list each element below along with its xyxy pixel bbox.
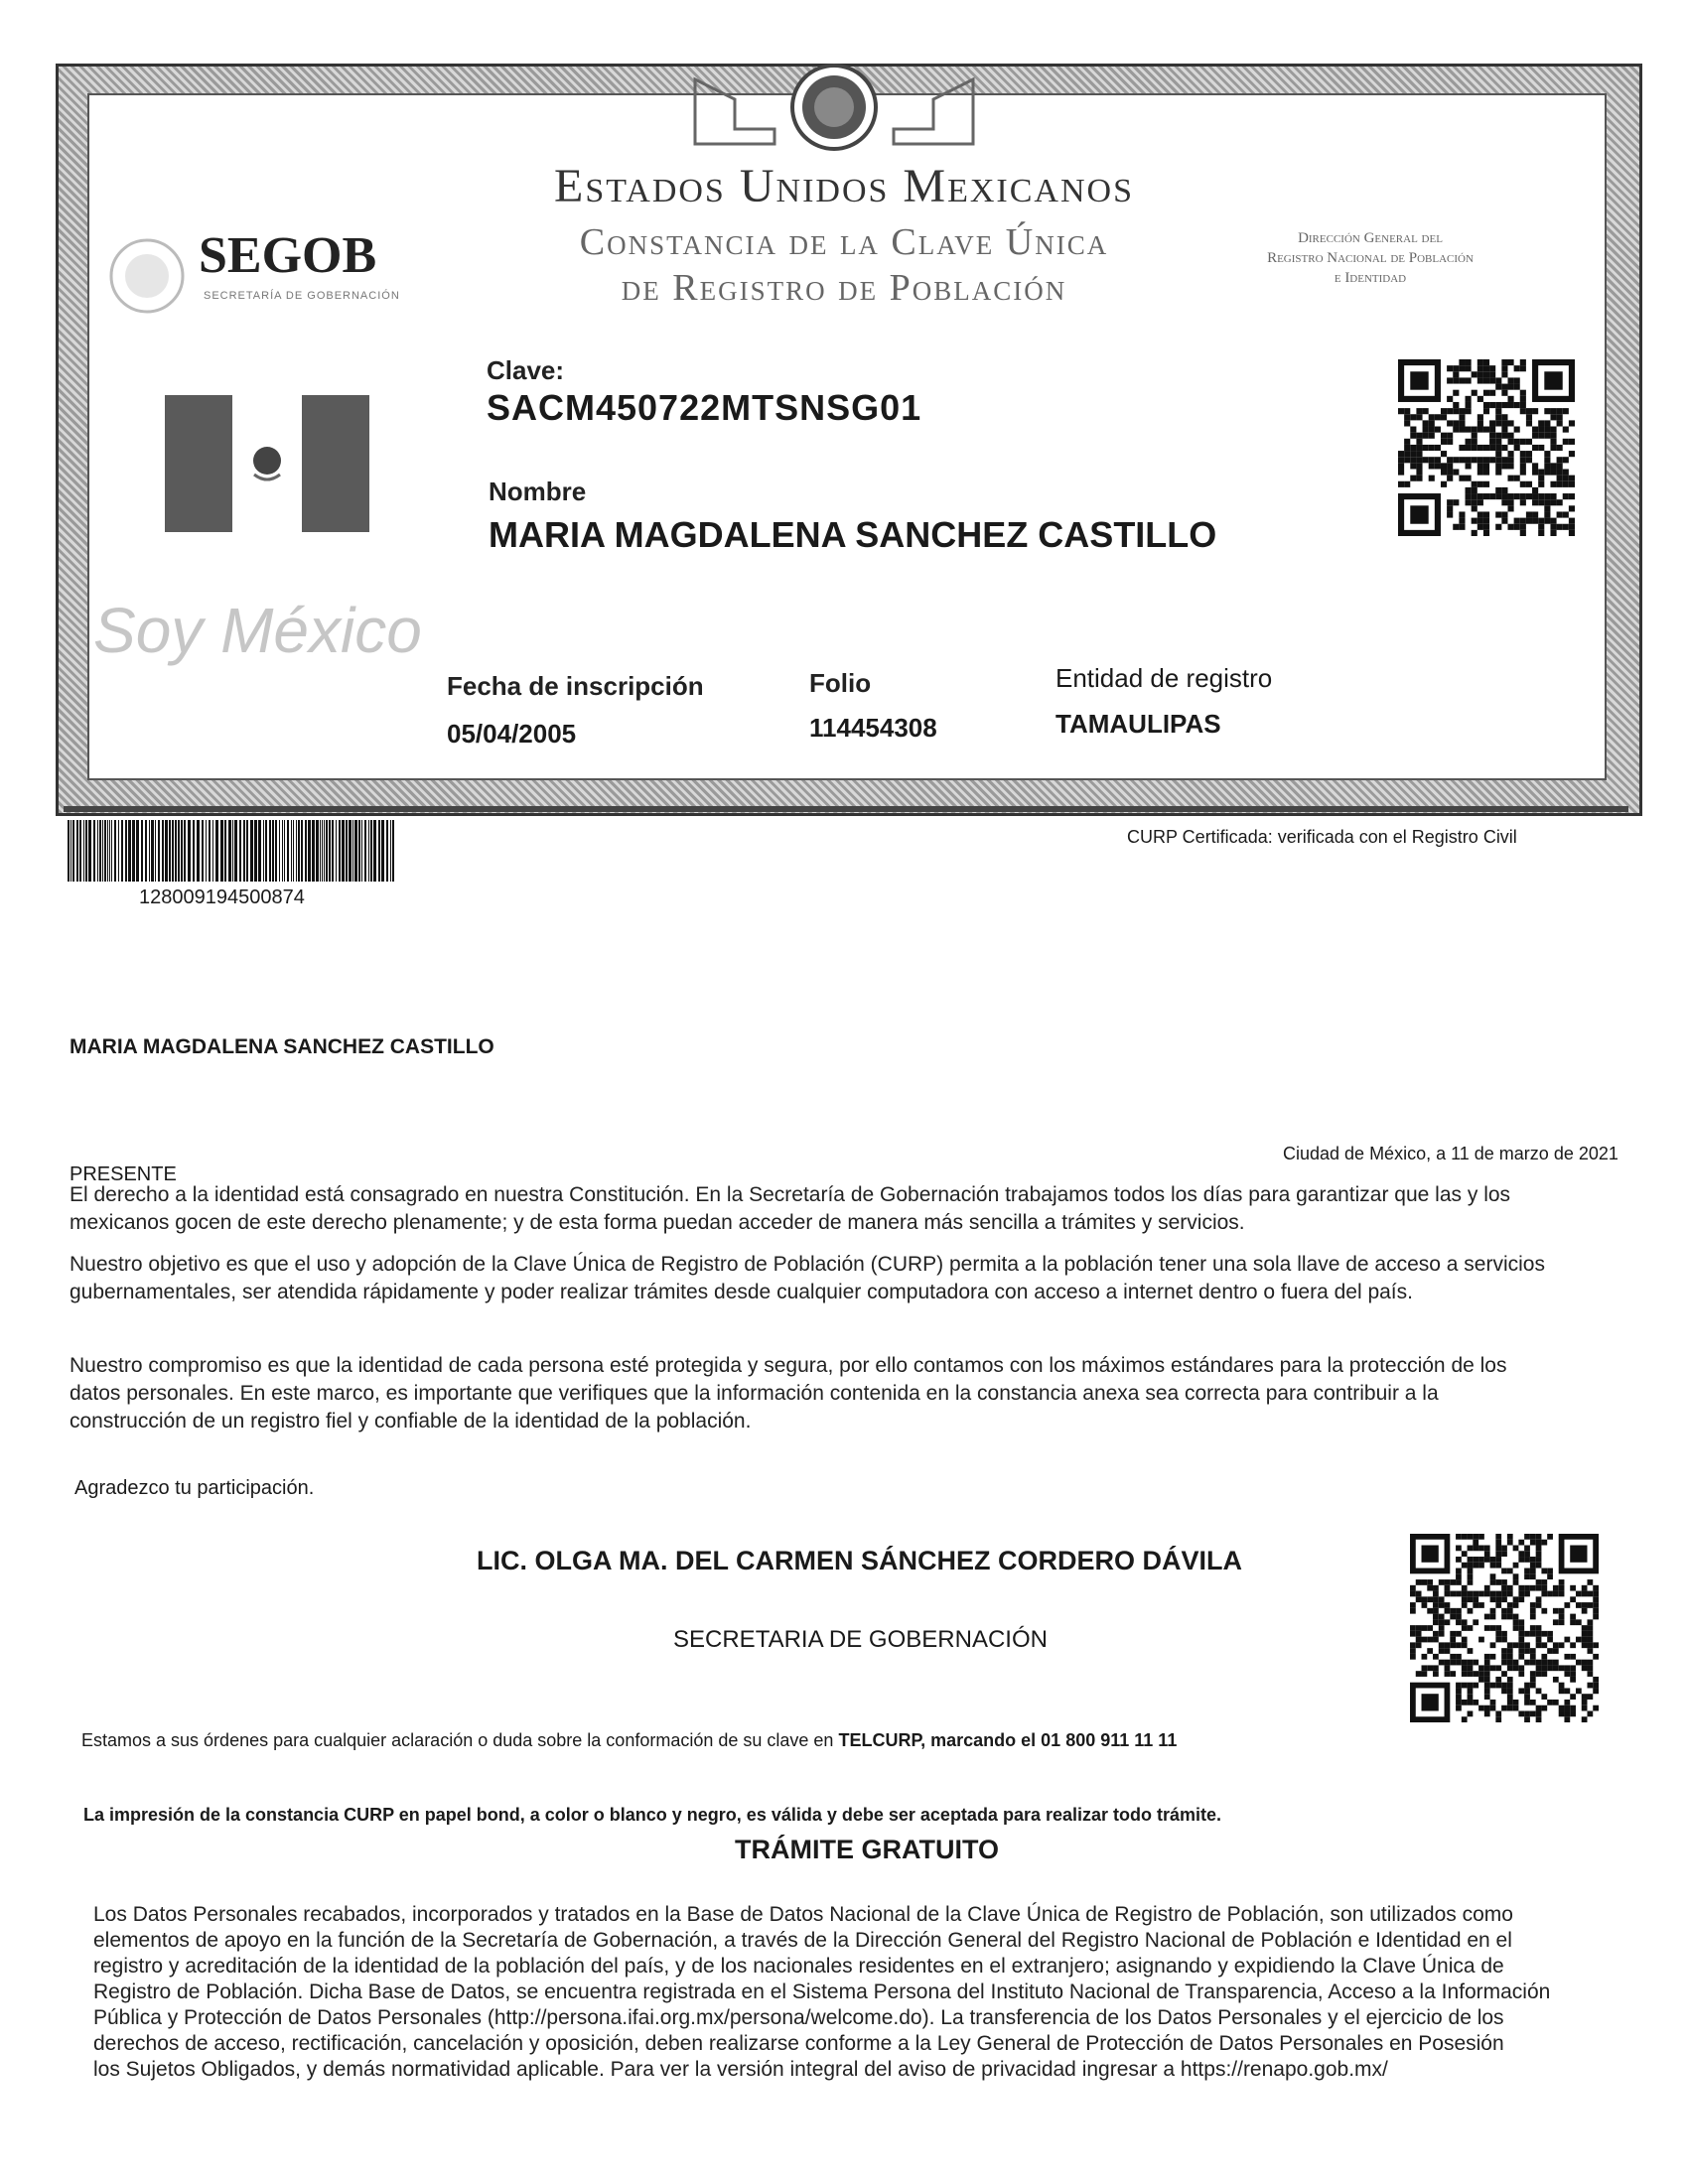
paragraph-3-line-1: Nuestro compromiso es que la identidad de cada persona esté protegida y segura, por ello contamos con los máximos estándares para la protección de los — [70, 1354, 1507, 1377]
certificate-subtitle-line-1: Constancia de la Clave Única — [579, 221, 1109, 263]
paragraph-1-line-2: mexicanos gocen de este derecho plenamente; y de esta forma puedan acceder de manera más sencilla a trámites y servicios. — [70, 1211, 1245, 1234]
certificate-shadow — [64, 806, 1628, 812]
mexican-coat-of-arms-icon — [675, 60, 993, 159]
telcurp-note — [81, 1730, 1177, 1751]
letter-closing: Agradezco tu participación. — [74, 1477, 315, 1499]
paragraph-3-line-3: construcción de un registro fiel y confiable de la identidad de la población. — [70, 1410, 752, 1433]
entidad-registro-value: TAMAULIPAS — [1055, 709, 1221, 739]
nombre-value: MARIA MAGDALENA SANCHEZ CASTILLO — [489, 514, 1217, 555]
paragraph-3-line-2: datos personales. En este marco, es importante que verifiques que la información contenida en la constancia anexa sea correcta para contribuir a la — [70, 1382, 1439, 1405]
fecha-inscripcion-value: 05/04/2005 — [447, 719, 577, 749]
letter-date: Ciudad de México, a 11 de marzo de 2021 — [1283, 1144, 1618, 1163]
privacy-line-3: registro y acreditación de la identidad de la población del país, y de los nacionales residentes en el extranjero; asignando y expidiendo la Clave Única de — [93, 1955, 1504, 1978]
barcode-icon — [68, 820, 395, 882]
qr-code-icon[interactable] — [1410, 1534, 1599, 1722]
clave-label: Clave: — [487, 355, 565, 385]
segob-seal-icon — [107, 236, 187, 316]
segob-subtitle: SECRETARÍA DE GOBERNACIÓN — [204, 290, 400, 302]
signatory-name: LIC. OLGA MA. DEL CARMEN SÁNCHEZ CORDERO DÁVILA — [477, 1546, 1243, 1575]
dgr-line-1: Dirección General del — [1298, 230, 1443, 246]
certificate-title: Estados Unidos Mexicanos — [554, 160, 1134, 212]
privacy-line-6: derechos de acceso, rectificación, cancelación y oposición, deben realizarse conforme a la Ley General de Protección de Datos Personales en Posesión — [93, 2032, 1504, 2055]
privacy-line-4: Registro de Población. Dicha Base de Datos, se encuentra registrada en el Sistema Persona del Instituto Nacional de Transparencia, Acceso a la Información — [93, 1980, 1551, 2003]
impresion-note: La impresión de la constancia CURP en papel bond, a color o blanco y negro, es válida y debe ser aceptada para realizar todo trámite. — [83, 1805, 1222, 1825]
tramite-gratuito: TRÁMITE GRATUITO — [735, 1835, 999, 1864]
privacy-line-7: los Sujetos Obligados, y demás normatividad aplicable. Para ver la versión integral del aviso de privacidad ingresar a https://renapo.gob.mx/ — [93, 2058, 1388, 2081]
letter-recipient: MARIA MAGDALENA SANCHEZ CASTILLO — [70, 1035, 494, 1058]
privacy-line-2: elementos de apoyo en la función de la Secretaría de Gobernación, a través de la Dirección General del Registro Nacional de Población e Identidad en el — [93, 1929, 1512, 1952]
telcurp-phone: TELCURP, marcando el 01 800 911 11 11 — [838, 1730, 1178, 1750]
telcurp-text: Estamos a sus órdenes para cualquier aclaración o duda sobre la conformación de su clave en — [81, 1730, 839, 1750]
signatory-title: SECRETARIA DE GOBERNACIÓN — [673, 1626, 1048, 1653]
folio-label: Folio — [809, 668, 872, 698]
folio-value: 114454308 — [809, 713, 937, 743]
mexican-flag-icon — [165, 395, 369, 532]
segob-logo: SEGOB — [199, 227, 377, 284]
qr-code-icon[interactable] — [1398, 359, 1575, 536]
nombre-label: Nombre — [489, 477, 587, 506]
paragraph-2-line-1: Nuestro objetivo es que el uso y adopción de la Clave Única de Registro de Población (CURP) permita a la población tener una sola llave de acceso a servicios — [70, 1253, 1545, 1276]
entidad-registro-label: Entidad de registro — [1055, 663, 1273, 693]
clave-value: SACM450722MTSNSG01 — [487, 387, 922, 428]
fecha-inscripcion-label: Fecha de inscripción — [447, 671, 704, 701]
dgr-line-2: Registro Nacional de Población — [1267, 250, 1474, 266]
curp-certificada-note: CURP Certificada: verificada con el Registro Civil — [1127, 827, 1517, 847]
privacy-line-1: Los Datos Personales recabados, incorporados y tratados en la Base de Datos Nacional de la Clave Única de Registro de Población, son utilizados como — [93, 1903, 1513, 1926]
soy-mexico-watermark: Soy México — [93, 595, 422, 666]
paragraph-1-line-1: El derecho a la identidad está consagrado en nuestra Constitución. En la Secretaría de Gobernación trabajamos todos los días para garantizar que las y los — [70, 1183, 1511, 1206]
paragraph-2-line-2: gubernamentales, ser atendida rápidamente y poder realizar trámites desde cualquier computadora con acceso a internet dentro o fuera del país. — [70, 1281, 1413, 1303]
dgr-line-3: e Identidad — [1334, 270, 1407, 286]
privacy-line-5: Pública y Protección de Datos Personales (http://persona.ifai.org.mx/persona/welcome.do). La transferencia de los Datos Personales y el ejercicio de los — [93, 2006, 1504, 2029]
letter-presente: PRESENTE — [70, 1163, 177, 1185]
barcode-number: 128009194500874 — [139, 887, 305, 908]
certificate-subtitle-line-2: de Registro de Población — [621, 267, 1067, 309]
